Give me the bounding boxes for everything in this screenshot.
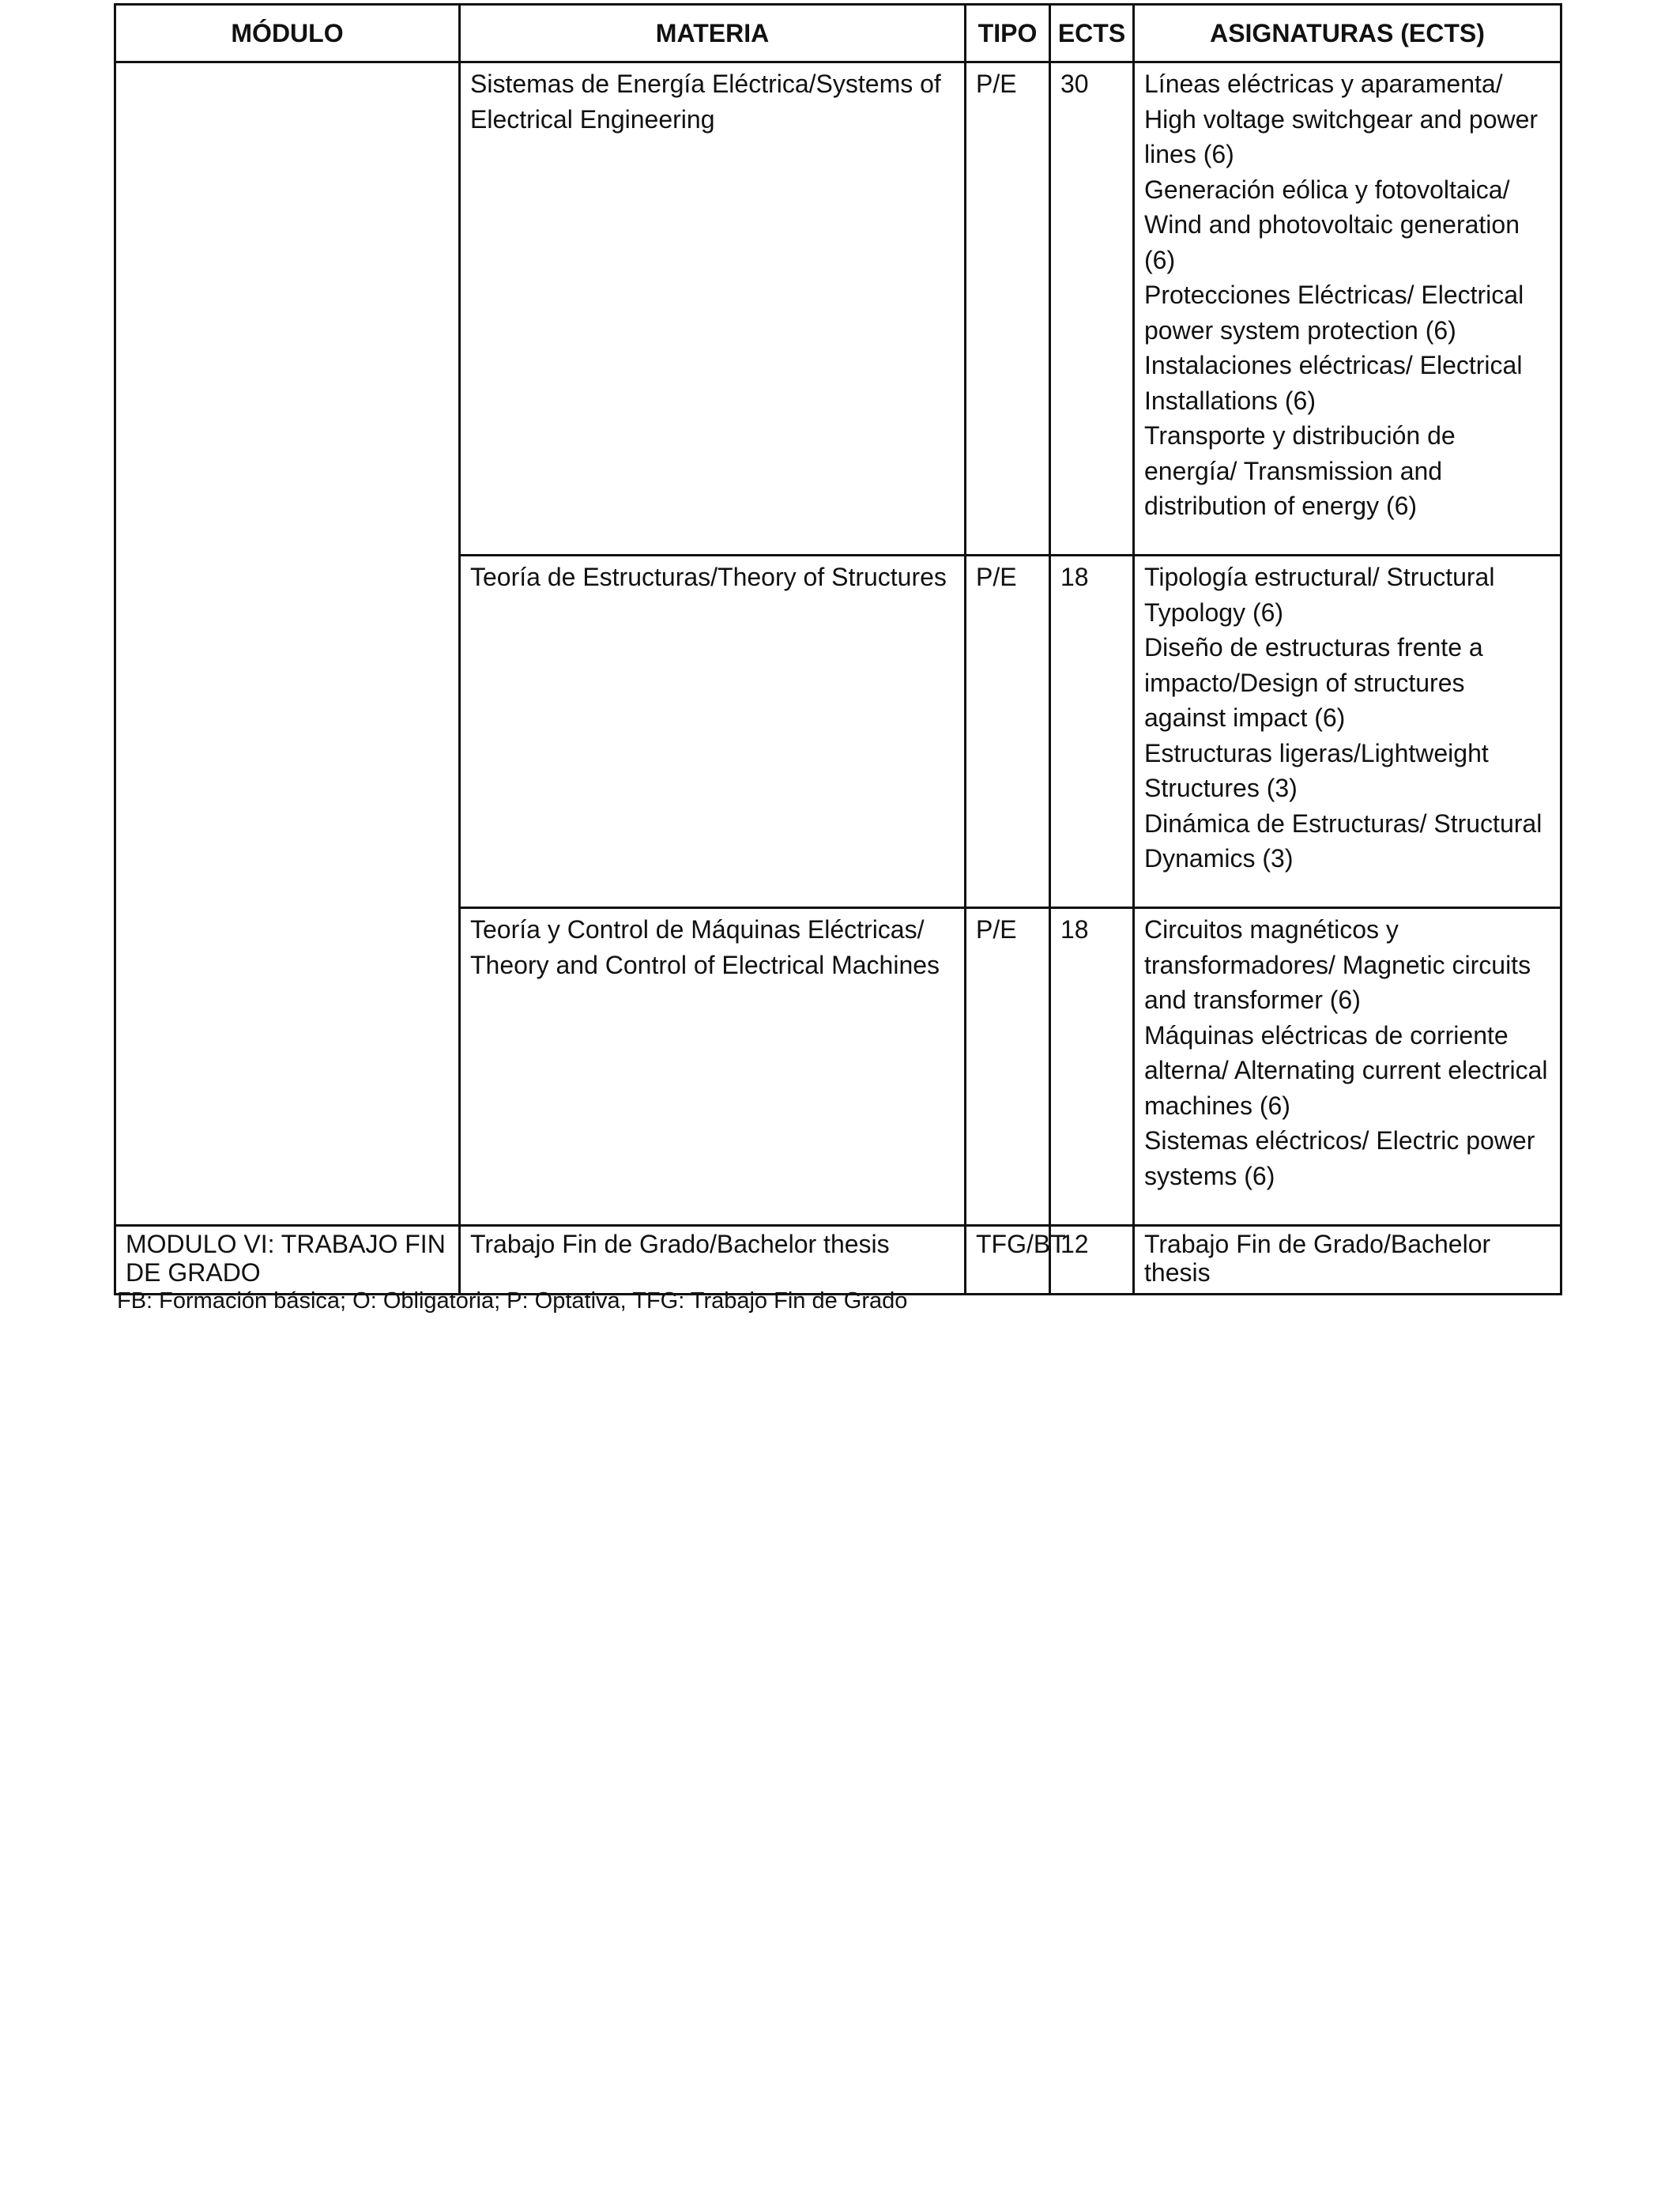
asignatura-item: Instalaciones eléctricas/ Electrical Installations (6): [1144, 351, 1523, 415]
module-cell: MODULO VI: TRABAJO FIN DE GRADO: [115, 1226, 460, 1295]
ects-cell: 12: [1050, 1226, 1134, 1295]
materia-cell: Teoría y Control de Máquinas Eléctricas/ Theory and Control of Electrical Machines: [460, 908, 966, 1226]
asignatura-item: Diseño de estructuras frente a impacto/Design of structures against impact (6): [1144, 633, 1483, 732]
materia-cell: Teoría de Estructuras/Theory of Structures: [460, 556, 966, 908]
header-ects: ECTS: [1050, 5, 1134, 62]
ects-cell: 18: [1050, 556, 1134, 908]
table-body: [115, 62, 1561, 1295]
header-tipo: TIPO: [966, 5, 1050, 62]
table-header: [115, 5, 1561, 62]
tipo-cell: P/E: [966, 908, 1050, 1226]
materia-cell: Sistemas de Energía Eléctrica/Systems of Electrical Engineering: [460, 62, 966, 556]
asignatura-item: Líneas eléctricas y aparamenta/ High voltage switchgear and power lines (6): [1144, 70, 1539, 168]
tipo-cell: P/E: [966, 556, 1050, 908]
ects-cell: 30: [1050, 62, 1134, 556]
asignaturas-cell: [1134, 556, 1561, 908]
asignatura-item: Protecciones Eléctricas/ Electrical power system protection (6): [1144, 281, 1524, 345]
ects-cell: 18: [1050, 908, 1134, 1226]
materia-cell: Trabajo Fin de Grado/Bachelor thesis: [460, 1226, 966, 1295]
asignatura-item: Circuitos magnéticos y transformadores/ Magnetic circuits and transformer (6): [1144, 915, 1531, 1014]
asignatura-item: Máquinas eléctricas de corriente alterna/ Alternating current electrical machines (6): [1144, 1020, 1548, 1120]
asignaturas-cell: [1134, 908, 1561, 1226]
asignatura-item: Generación eólica y fotovoltaica/ Wind and photovoltaic generation (6): [1144, 175, 1520, 274]
tipo-cell: TFG/BT: [966, 1226, 1050, 1295]
asignatura-item: Transporte y distribución de energía/ Transmission and distribution of energy (6): [1144, 421, 1456, 520]
header-row: [115, 5, 1561, 62]
table-footnote: FB: Formación básica; O: Obligatoria; P: Optativa, TFG: Trabajo Fin de Grado: [117, 1288, 908, 1314]
asignatura-item: Estructuras ligeras/Lightweight Structures (3): [1144, 738, 1489, 802]
asignatura-item: Tipología estructural/ Structural Typology (6): [1144, 563, 1495, 627]
table-row: [115, 1226, 1561, 1295]
asignaturas-cell: [1134, 1226, 1561, 1295]
table-row: [115, 62, 1561, 556]
header-materia: MATERIA: [460, 5, 966, 62]
asignaturas-cell: [1134, 62, 1561, 556]
tipo-cell: P/E: [966, 62, 1050, 556]
header-modulo: MÓDULO: [115, 5, 460, 62]
curriculum-table: [114, 3, 1562, 1295]
module-cell-empty: [115, 62, 460, 1226]
asignatura-item: Trabajo Fin de Grado/Bachelor thesis: [1144, 1230, 1491, 1287]
asignatura-item: Sistemas eléctricos/ Electric power systems (6): [1144, 1126, 1535, 1190]
asignatura-item: Dinámica de Estructuras/ Structural Dynamics (3): [1144, 809, 1543, 873]
header-asignaturas: ASIGNATURAS (ECTS): [1134, 5, 1561, 62]
